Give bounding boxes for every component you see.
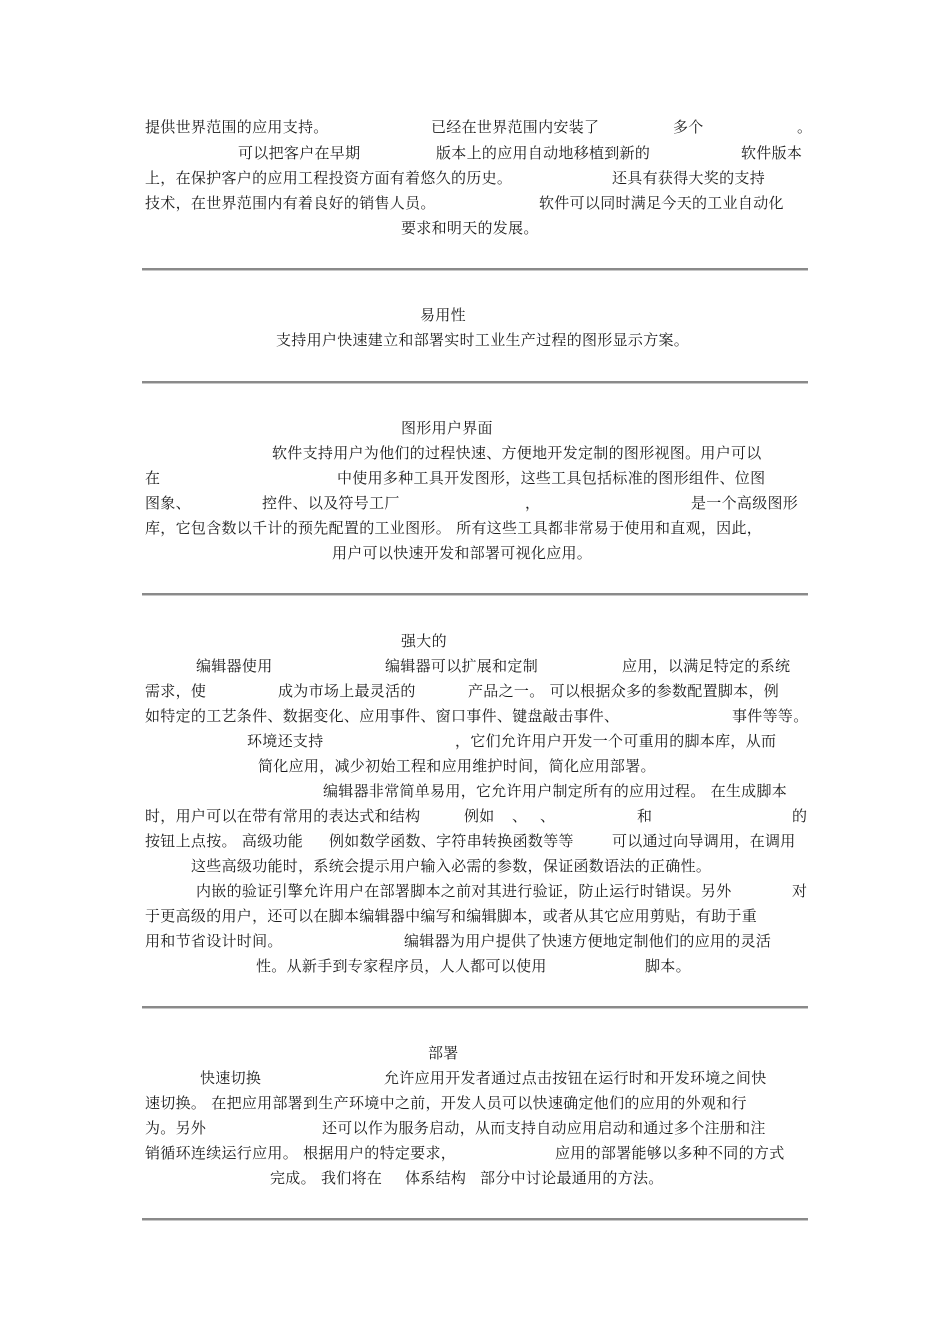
text-fragment: 应用的部署能够以多种不同的方式 (555, 1144, 785, 1162)
text-fragment: 用户可以快速开发和部署可视化应用。 (332, 544, 593, 562)
text-fragment: 为。另外 (145, 1119, 207, 1137)
text-fragment: 还可以作为服务启动，从而支持自动应用启动和通过多个注册和注 (322, 1119, 766, 1137)
text-fragment: 、 (540, 807, 556, 825)
section-divider (142, 593, 808, 596)
text-fragment: 编辑器使用 (196, 657, 273, 675)
text-fragment: 编辑器为用户提供了快速方便地定制他们的应用的灵活 (404, 932, 772, 950)
text-fragment: 还具有获得大奖的支持 (612, 169, 766, 187)
text-fragment: 软件版本 (741, 144, 803, 162)
text-fragment: 这些高级功能时，系统会提示用户输入必需的参数，保证函数语法的正确性。 (191, 857, 712, 875)
section-divider (142, 1006, 808, 1009)
text-fragment: 已经在世界范围内安装了 (431, 118, 600, 136)
text-fragment: 编辑器可以扩展和定制 (385, 657, 539, 675)
text-fragment: 部分中讨论最通用的方法。 (480, 1169, 664, 1187)
text-fragment: 控件、以及符号工厂 (262, 494, 400, 512)
text-fragment: 产品之一。 可以根据众多的参数配置脚本，例 (468, 682, 780, 700)
text-fragment: 简化应用，减少初始工程和应用维护时间，简化应用部署。 (258, 757, 656, 775)
text-fragment: 于更高级的用户，还可以在脚本编辑器中编写和编辑脚本，或者从其它应用剪贴，有助于重 (145, 907, 758, 925)
text-fragment: 例如数学函数、字符串转换函数等等 (329, 832, 574, 850)
text-fragment: 完成。 我们将在 (270, 1169, 383, 1187)
text-fragment: 例如 (464, 807, 495, 825)
text-fragment: 的 (792, 807, 808, 825)
text-fragment: 成为市场上最灵活的 (278, 682, 416, 700)
text-fragment: 上，在保护客户的应用工程投资方面有着悠久的历史。 (145, 169, 513, 187)
text-fragment: 销循环连续运行应用。 根据用户的特定要求， (145, 1144, 457, 1162)
text-fragment: 要求和明天的发展。 (401, 219, 539, 237)
section-title: 强大的 (401, 632, 447, 650)
text-fragment: 环境还支持 (247, 732, 324, 750)
text-fragment: 软件支持用户为他们的过程快速、方便地开发定制的图形视图。用户可以 (272, 444, 762, 462)
text-fragment: 时，用户可以在带有常用的表达式和结构 (145, 807, 421, 825)
section-title: 图形用户界面 (401, 419, 493, 437)
text-fragment: 用和节省设计时间。 (145, 932, 283, 950)
text-fragment: 软件可以同时满足今天的工业自动化 (539, 194, 784, 212)
text-fragment: 如特定的工艺条件、数据变化、应用事件、窗口事件、键盘敲击事件、 (145, 707, 620, 725)
text-fragment: 、 (512, 807, 528, 825)
text-fragment: 可以把客户在早期 (238, 144, 361, 162)
section-title: 部署 (428, 1044, 459, 1062)
text-fragment: 。 (797, 118, 813, 136)
text-fragment: 事件等等。 (732, 707, 809, 725)
text-fragment: 技术，在世界范围内有着良好的销售人员。 (145, 194, 436, 212)
text-fragment: 在 (145, 469, 161, 487)
text-fragment: 应用，以满足特定的系统 (622, 657, 791, 675)
text-fragment: 支持用户快速建立和部署实时工业生产过程的图形显示方案。 (276, 331, 690, 349)
text-fragment: 提供世界范围的应用支持。 (145, 118, 329, 136)
text-fragment: 是一个高级图形 (691, 494, 799, 512)
text-fragment: 内嵌的验证引擎允许用户在部署脚本之前对其进行验证，防止运行时错误。另外 (196, 882, 732, 900)
text-fragment: 性。从新手到专家程序员，人人都可以使用 (256, 957, 547, 975)
section-title: 易用性 (420, 306, 466, 324)
text-fragment: 编辑器非常简单易用，它允许用户制定所有的应用过程。 在生成脚本 (323, 782, 788, 800)
text-fragment: 按钮上点按。 高级功能 (145, 832, 304, 850)
text-fragment: 对 (792, 882, 808, 900)
text-fragment: 中使用多种工具开发图形，这些工具包括标准的图形组件、位图 (337, 469, 766, 487)
text-fragment: 脚本。 (645, 957, 691, 975)
text-fragment: 可以通过向导调用，在调用 (612, 832, 796, 850)
text-fragment: 需求，使 (145, 682, 207, 700)
text-fragment: 多个 (673, 118, 704, 136)
section-divider (142, 381, 808, 384)
text-fragment: 体系结构 (405, 1169, 467, 1187)
text-fragment: 快速切换 (200, 1069, 262, 1087)
text-fragment: 库，它包含数以千计的预先配置的工业图形。 所有这些工具都非常易于使用和直观，因此， (145, 519, 763, 537)
section-divider (142, 268, 808, 271)
section-divider (142, 1218, 808, 1221)
text-fragment: 速切换。 在把应用部署到生产环境中之前，开发人员可以快速确定他们的应用的外观和行 (145, 1094, 747, 1112)
text-fragment: 版本上的应用自动地移植到新的 (436, 144, 651, 162)
text-fragment: 允许应用开发者通过点击按钮在运行时和开发环境之间快 (384, 1069, 767, 1087)
text-fragment: ，它们允许用户开发一个可重用的脚本库，从而 (455, 732, 777, 750)
text-fragment: ， (525, 494, 541, 512)
text-fragment: 图象、 (145, 494, 191, 512)
text-fragment: 和 (637, 807, 653, 825)
